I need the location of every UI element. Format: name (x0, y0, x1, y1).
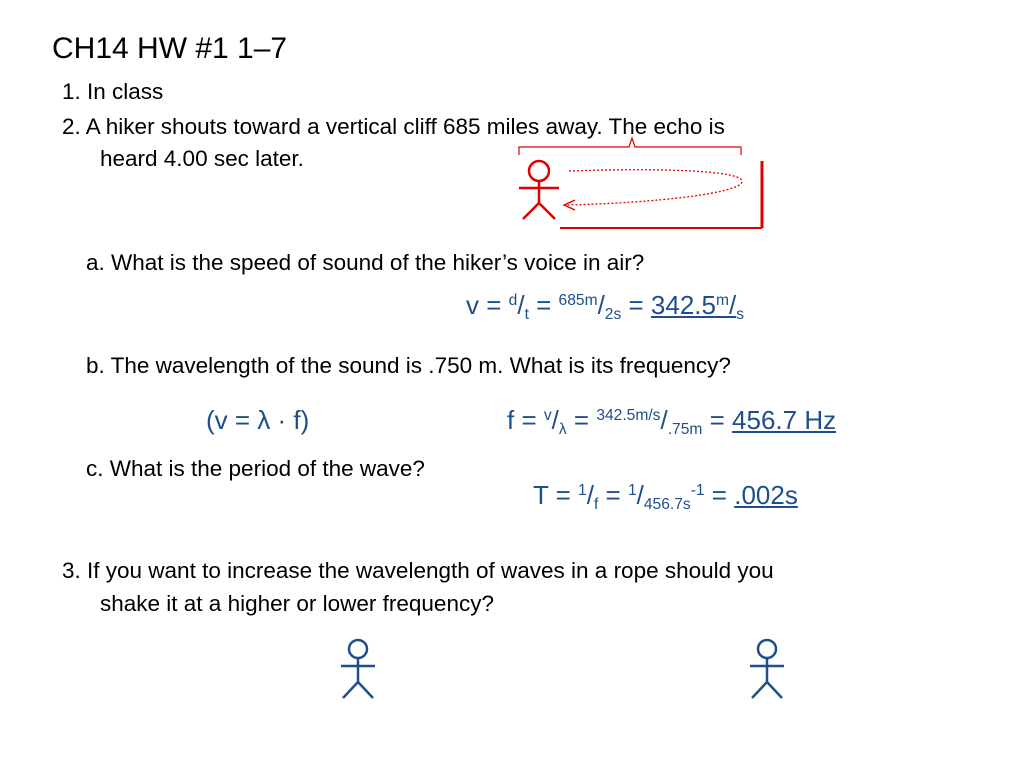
cliff (560, 161, 762, 228)
answer-a-result: $342.5^m/_s$ (650, 290, 745, 323)
question-a: a. What is the speed of sound of the hiker’s voice in air? (86, 250, 645, 275)
red-stick-figure (519, 161, 559, 219)
distance-brace (519, 138, 741, 155)
echo-arrowhead (564, 200, 575, 210)
answer-b-result: 456.7 Hz (732, 405, 837, 435)
question-b: b. The wavelength of the sound is .750 m. What is its frequency? (86, 353, 731, 378)
question-c: c. What is the period of the wave? (86, 456, 425, 481)
answer-c: $T = ^1/_f = ^1/_{456.7s}^{-1} = .002s$ (533, 480, 798, 513)
wave-relation: (v = λ · f) (206, 405, 310, 435)
answer-c-result: .002s (734, 480, 798, 510)
blue-stick-figure-right (744, 635, 794, 705)
item-1: 1. In class (62, 79, 164, 104)
answer-a: $v = ^d/_t = ^{685m}/_{2s} = 342.5^m/_s$ (466, 290, 745, 323)
item-3-line-2: shake it at a higher or lower frequency? (100, 591, 494, 616)
item-2-line-1: 2. A hiker shouts toward a vertical cliff 685 miles away. The echo is (62, 114, 725, 139)
blue-stick-figure-left (335, 635, 385, 705)
echo-path (567, 170, 742, 205)
item-3-line-1: 3. If you want to increase the wavelength of waves in a rope should you (62, 558, 774, 583)
page-title: CH14 HW #1 1–7 (52, 32, 288, 65)
item-2-line-2: heard 4.00 sec later. (100, 146, 304, 171)
hiker-cliff-diagram (505, 135, 775, 235)
answer-b: $f = ^v/_\lambda = ^{342.5m/s}/_{.75m} = 456.7$ Hz (507, 405, 837, 438)
